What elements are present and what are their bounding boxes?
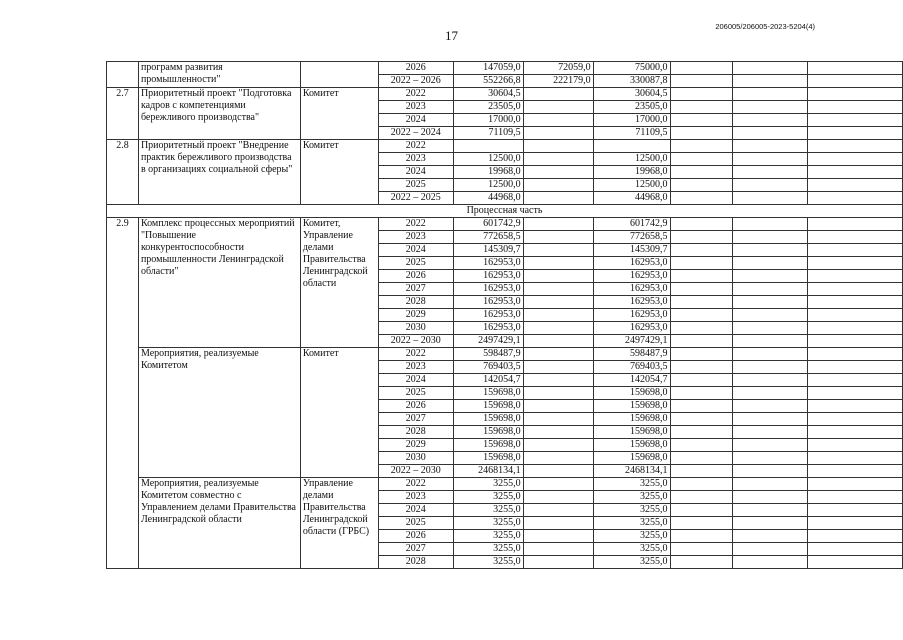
year-cell: 2027 [378, 283, 453, 296]
federal-cell [523, 257, 593, 270]
other-cell [733, 218, 808, 231]
total-cell: 552266,8 [453, 75, 523, 88]
other-cell [733, 283, 808, 296]
other-cell [733, 543, 808, 556]
regional-cell: 3255,0 [593, 530, 670, 543]
regional-cell: 2468134,1 [593, 465, 670, 478]
note-cell [808, 283, 903, 296]
note-cell [808, 348, 903, 361]
local-cell [670, 413, 733, 426]
year-cell: 2022 [378, 348, 453, 361]
note-cell [808, 296, 903, 309]
year-cell: 2025 [378, 257, 453, 270]
federal-cell [523, 166, 593, 179]
federal-cell [523, 270, 593, 283]
table-row [107, 348, 903, 361]
local-cell [670, 62, 733, 75]
total-cell: 2497429,1 [453, 335, 523, 348]
regional-cell: 598487,9 [593, 348, 670, 361]
other-cell [733, 296, 808, 309]
note-cell [808, 556, 903, 569]
federal-cell [523, 101, 593, 114]
regional-cell: 145309,7 [593, 244, 670, 257]
regional-cell: 75000,0 [593, 62, 670, 75]
regional-cell: 3255,0 [593, 504, 670, 517]
total-cell: 142054,7 [453, 374, 523, 387]
other-cell [733, 556, 808, 569]
federal-cell [523, 491, 593, 504]
note-cell [808, 361, 903, 374]
total-cell: 3255,0 [453, 556, 523, 569]
regional-cell: 162953,0 [593, 283, 670, 296]
local-cell [670, 543, 733, 556]
other-cell [733, 140, 808, 153]
regional-cell: 769403,5 [593, 361, 670, 374]
federal-cell [523, 283, 593, 296]
federal-cell [523, 387, 593, 400]
regional-cell: 159698,0 [593, 400, 670, 413]
federal-cell [523, 114, 593, 127]
other-cell [733, 400, 808, 413]
other-cell [733, 530, 808, 543]
regional-cell: 3255,0 [593, 543, 670, 556]
other-cell [733, 179, 808, 192]
note-cell [808, 140, 903, 153]
item-name: программ развития промышленности" [138, 62, 300, 88]
other-cell [733, 322, 808, 335]
note-cell [808, 114, 903, 127]
federal-cell [523, 439, 593, 452]
local-cell [670, 322, 733, 335]
regional-cell: 159698,0 [593, 413, 670, 426]
local-cell [670, 465, 733, 478]
table-row [107, 62, 903, 75]
year-cell: 2026 [378, 400, 453, 413]
item-number: 2.7 [107, 88, 139, 140]
regional-cell: 71109,5 [593, 127, 670, 140]
local-cell [670, 452, 733, 465]
item-executor: Управление делами Правительства Ленинградской области (ГРБС) [300, 478, 378, 569]
note-cell [808, 426, 903, 439]
note-cell [808, 491, 903, 504]
local-cell [670, 270, 733, 283]
item-executor [300, 62, 378, 88]
year-cell: 2028 [378, 296, 453, 309]
year-cell: 2023 [378, 101, 453, 114]
other-cell [733, 309, 808, 322]
year-cell: 2022 – 2030 [378, 335, 453, 348]
year-cell: 2022 – 2030 [378, 465, 453, 478]
note-cell [808, 75, 903, 88]
federal-cell [523, 309, 593, 322]
local-cell [670, 400, 733, 413]
document-code: 206005/206005-2023-5204(4) [715, 22, 815, 31]
year-cell: 2028 [378, 556, 453, 569]
note-cell [808, 400, 903, 413]
year-cell: 2030 [378, 322, 453, 335]
total-cell: 3255,0 [453, 504, 523, 517]
year-cell: 2022 – 2026 [378, 75, 453, 88]
other-cell [733, 452, 808, 465]
note-cell [808, 192, 903, 205]
regional-cell: 330087,8 [593, 75, 670, 88]
item-name: Комплекс процессных мероприятий "Повышение конкурентоспособности промышленности Ленинградской области" [138, 218, 300, 348]
regional-cell: 159698,0 [593, 439, 670, 452]
total-cell: 162953,0 [453, 309, 523, 322]
note-cell [808, 504, 903, 517]
note-cell [808, 166, 903, 179]
total-cell: 3255,0 [453, 530, 523, 543]
regional-cell: 162953,0 [593, 322, 670, 335]
local-cell [670, 140, 733, 153]
federal-cell [523, 530, 593, 543]
note-cell [808, 413, 903, 426]
local-cell [670, 75, 733, 88]
regional-cell: 2497429,1 [593, 335, 670, 348]
year-cell: 2029 [378, 309, 453, 322]
other-cell [733, 75, 808, 88]
total-cell: 162953,0 [453, 283, 523, 296]
other-cell [733, 192, 808, 205]
total-cell: 159698,0 [453, 426, 523, 439]
item-executor: Комитет, Управление делами Правительства Ленинградской области [300, 218, 378, 348]
other-cell [733, 231, 808, 244]
regional-cell: 159698,0 [593, 387, 670, 400]
other-cell [733, 166, 808, 179]
year-cell: 2023 [378, 491, 453, 504]
local-cell [670, 426, 733, 439]
local-cell [670, 491, 733, 504]
year-cell: 2022 [378, 88, 453, 101]
year-cell: 2026 [378, 62, 453, 75]
item-number [107, 62, 139, 88]
total-cell: 598487,9 [453, 348, 523, 361]
total-cell: 12500,0 [453, 153, 523, 166]
other-cell [733, 335, 808, 348]
note-cell [808, 244, 903, 257]
federal-cell [523, 361, 593, 374]
table-row [107, 88, 903, 101]
note-cell [808, 478, 903, 491]
total-cell: 12500,0 [453, 179, 523, 192]
total-cell: 145309,7 [453, 244, 523, 257]
note-cell [808, 101, 903, 114]
total-cell: 3255,0 [453, 543, 523, 556]
note-cell [808, 88, 903, 101]
year-cell: 2024 [378, 374, 453, 387]
other-cell [733, 504, 808, 517]
regional-cell: 159698,0 [593, 452, 670, 465]
year-cell: 2024 [378, 166, 453, 179]
total-cell: 2468134,1 [453, 465, 523, 478]
other-cell [733, 244, 808, 257]
regional-cell: 162953,0 [593, 309, 670, 322]
year-cell: 2029 [378, 439, 453, 452]
total-cell: 159698,0 [453, 439, 523, 452]
other-cell [733, 426, 808, 439]
item-name: Приоритетный проект "Подготовка кадров с компетенциями бережливого производства" [138, 88, 300, 140]
note-cell [808, 335, 903, 348]
federal-cell [523, 244, 593, 257]
federal-cell [523, 452, 593, 465]
federal-cell [523, 127, 593, 140]
other-cell [733, 62, 808, 75]
regional-cell: 12500,0 [593, 153, 670, 166]
note-cell [808, 231, 903, 244]
local-cell [670, 387, 733, 400]
federal-cell [523, 231, 593, 244]
federal-cell [523, 348, 593, 361]
total-cell: 601742,9 [453, 218, 523, 231]
local-cell [670, 218, 733, 231]
item-executor: Комитет [300, 348, 378, 478]
regional-cell: 44968,0 [593, 192, 670, 205]
year-cell: 2025 [378, 517, 453, 530]
regional-cell: 23505,0 [593, 101, 670, 114]
total-cell: 772658,5 [453, 231, 523, 244]
note-cell [808, 257, 903, 270]
year-cell: 2024 [378, 244, 453, 257]
note-cell [808, 374, 903, 387]
other-cell [733, 101, 808, 114]
note-cell [808, 322, 903, 335]
total-cell: 769403,5 [453, 361, 523, 374]
regional-cell: 3255,0 [593, 491, 670, 504]
note-cell [808, 127, 903, 140]
federal-cell [523, 296, 593, 309]
item-executor: Комитет [300, 140, 378, 205]
other-cell [733, 478, 808, 491]
total-cell: 3255,0 [453, 517, 523, 530]
local-cell [670, 114, 733, 127]
local-cell [670, 309, 733, 322]
other-cell [733, 374, 808, 387]
other-cell [733, 361, 808, 374]
regional-cell: 159698,0 [593, 426, 670, 439]
total-cell: 159698,0 [453, 400, 523, 413]
regional-cell: 142054,7 [593, 374, 670, 387]
note-cell [808, 179, 903, 192]
local-cell [670, 101, 733, 114]
total-cell: 3255,0 [453, 478, 523, 491]
regional-cell: 30604,5 [593, 88, 670, 101]
local-cell [670, 179, 733, 192]
regional-cell [593, 140, 670, 153]
year-cell: 2026 [378, 270, 453, 283]
local-cell [670, 361, 733, 374]
item-name: Мероприятия, реализуемые Комитетом совместно с Управлением делами Правительства Ленинградской области [138, 478, 300, 569]
year-cell: 2022 [378, 478, 453, 491]
note-cell [808, 465, 903, 478]
note-cell [808, 62, 903, 75]
other-cell [733, 127, 808, 140]
local-cell [670, 231, 733, 244]
year-cell: 2025 [378, 179, 453, 192]
local-cell [670, 556, 733, 569]
total-cell: 162953,0 [453, 257, 523, 270]
regional-cell: 162953,0 [593, 270, 670, 283]
federal-cell [523, 517, 593, 530]
other-cell [733, 413, 808, 426]
regional-cell: 772658,5 [593, 231, 670, 244]
federal-cell [523, 179, 593, 192]
other-cell [733, 439, 808, 452]
federal-cell [523, 374, 593, 387]
table-row [107, 218, 903, 231]
total-cell: 44968,0 [453, 192, 523, 205]
federal-cell [523, 140, 593, 153]
local-cell [670, 244, 733, 257]
other-cell [733, 387, 808, 400]
regional-cell: 3255,0 [593, 478, 670, 491]
regional-cell: 162953,0 [593, 257, 670, 270]
note-cell [808, 270, 903, 283]
federal-cell [523, 426, 593, 439]
federal-cell [523, 504, 593, 517]
other-cell [733, 270, 808, 283]
federal-cell [523, 153, 593, 166]
total-cell: 159698,0 [453, 452, 523, 465]
other-cell [733, 257, 808, 270]
total-cell: 17000,0 [453, 114, 523, 127]
federal-cell [523, 322, 593, 335]
page-number: 17 [445, 28, 458, 43]
year-cell: 2026 [378, 530, 453, 543]
federal-cell [523, 556, 593, 569]
local-cell [670, 348, 733, 361]
local-cell [670, 478, 733, 491]
total-cell: 3255,0 [453, 491, 523, 504]
year-cell: 2023 [378, 153, 453, 166]
table-row [107, 478, 903, 491]
year-cell: 2022 – 2024 [378, 127, 453, 140]
other-cell [733, 465, 808, 478]
total-cell: 71109,5 [453, 127, 523, 140]
regional-cell: 12500,0 [593, 179, 670, 192]
local-cell [670, 153, 733, 166]
item-name: Мероприятия, реализуемые Комитетом [138, 348, 300, 478]
local-cell [670, 88, 733, 101]
federal-cell: 222179,0 [523, 75, 593, 88]
federal-cell [523, 465, 593, 478]
federal-cell [523, 218, 593, 231]
local-cell [670, 530, 733, 543]
table-row [107, 140, 903, 153]
year-cell: 2024 [378, 114, 453, 127]
total-cell: 147059,0 [453, 62, 523, 75]
year-cell: 2023 [378, 231, 453, 244]
local-cell [670, 296, 733, 309]
local-cell [670, 127, 733, 140]
federal-cell [523, 335, 593, 348]
regional-cell: 3255,0 [593, 517, 670, 530]
regional-cell: 3255,0 [593, 556, 670, 569]
local-cell [670, 517, 733, 530]
regional-cell: 17000,0 [593, 114, 670, 127]
note-cell [808, 439, 903, 452]
note-cell [808, 387, 903, 400]
year-cell: 2023 [378, 361, 453, 374]
note-cell [808, 452, 903, 465]
year-cell: 2024 [378, 504, 453, 517]
year-cell: 2022 [378, 218, 453, 231]
local-cell [670, 439, 733, 452]
total-cell: 159698,0 [453, 413, 523, 426]
federal-cell [523, 400, 593, 413]
total-cell [453, 140, 523, 153]
year-cell: 2027 [378, 543, 453, 556]
note-cell [808, 543, 903, 556]
federal-cell [523, 413, 593, 426]
local-cell [670, 374, 733, 387]
local-cell [670, 166, 733, 179]
federal-cell [523, 88, 593, 101]
note-cell [808, 517, 903, 530]
year-cell: 2022 [378, 140, 453, 153]
year-cell: 2022 – 2025 [378, 192, 453, 205]
other-cell [733, 153, 808, 166]
local-cell [670, 192, 733, 205]
federal-cell: 72059,0 [523, 62, 593, 75]
other-cell [733, 114, 808, 127]
local-cell [670, 283, 733, 296]
total-cell: 162953,0 [453, 296, 523, 309]
local-cell [670, 257, 733, 270]
year-cell: 2028 [378, 426, 453, 439]
budget-table [106, 61, 903, 569]
other-cell [733, 517, 808, 530]
other-cell [733, 348, 808, 361]
regional-cell: 601742,9 [593, 218, 670, 231]
item-number: 2.9 [107, 218, 139, 569]
regional-cell: 19968,0 [593, 166, 670, 179]
total-cell: 159698,0 [453, 387, 523, 400]
note-cell [808, 530, 903, 543]
item-number: 2.8 [107, 140, 139, 205]
year-cell: 2027 [378, 413, 453, 426]
section-row [107, 205, 903, 218]
regional-cell: 162953,0 [593, 296, 670, 309]
year-cell: 2030 [378, 452, 453, 465]
federal-cell [523, 543, 593, 556]
total-cell: 162953,0 [453, 322, 523, 335]
total-cell: 23505,0 [453, 101, 523, 114]
item-executor: Комитет [300, 88, 378, 140]
note-cell [808, 153, 903, 166]
other-cell [733, 88, 808, 101]
note-cell [808, 309, 903, 322]
total-cell: 19968,0 [453, 166, 523, 179]
federal-cell [523, 478, 593, 491]
total-cell: 162953,0 [453, 270, 523, 283]
local-cell [670, 335, 733, 348]
section-heading: Процессная часть [107, 205, 903, 218]
note-cell [808, 218, 903, 231]
year-cell: 2025 [378, 387, 453, 400]
other-cell [733, 491, 808, 504]
local-cell [670, 504, 733, 517]
total-cell: 30604,5 [453, 88, 523, 101]
item-name: Приоритетный проект "Внедрение практик бережливого производства в организациях социальной сферы" [138, 140, 300, 205]
federal-cell [523, 192, 593, 205]
